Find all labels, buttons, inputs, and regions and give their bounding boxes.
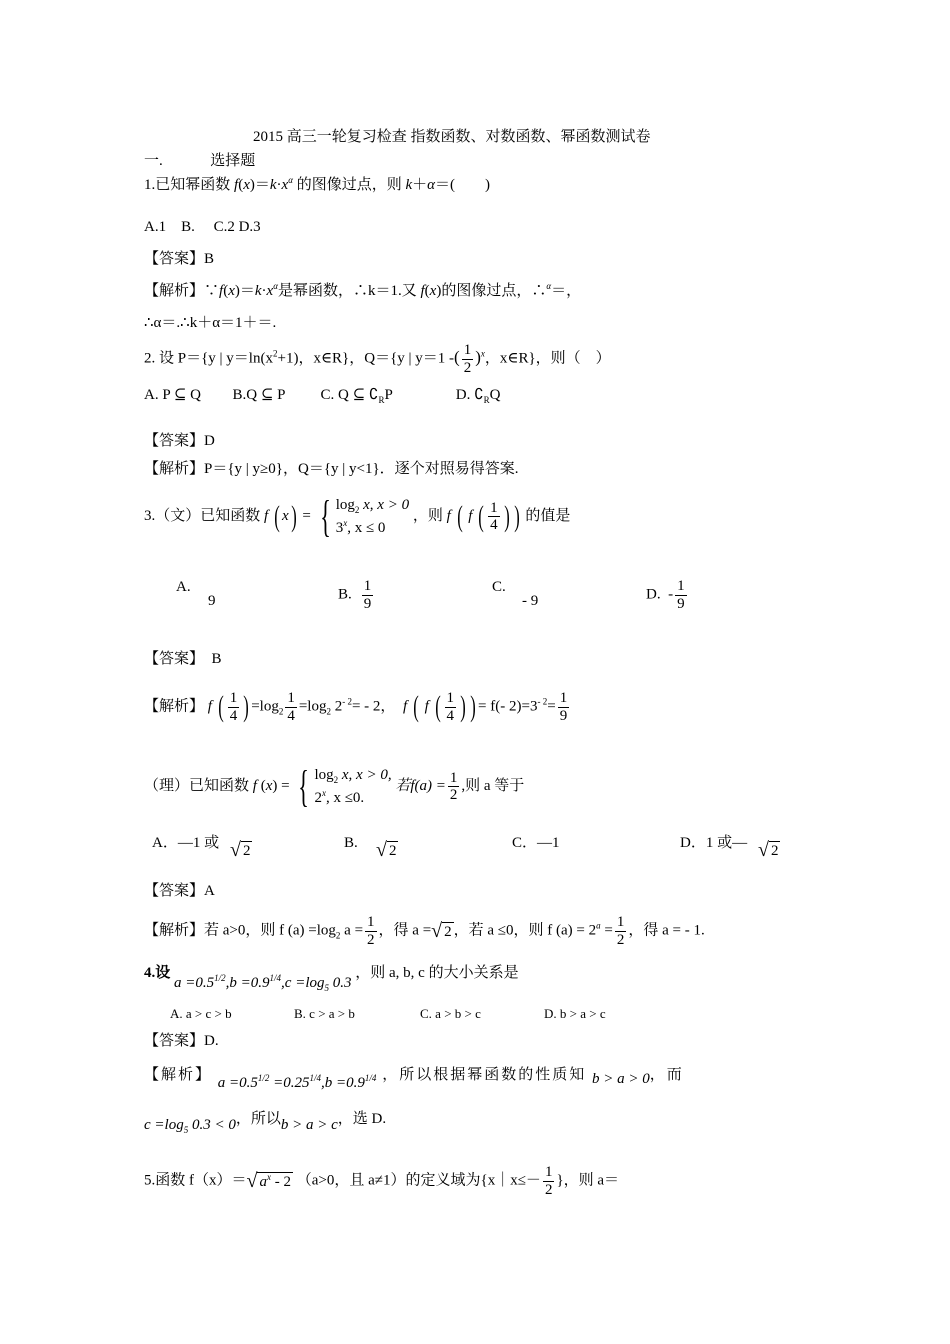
q3-case1-cond: x, x > 0	[359, 497, 410, 513]
q3-an-num4: 1	[559, 690, 568, 706]
q3-option-b-den: 9	[363, 595, 372, 612]
answer-label: 【答案】	[144, 883, 205, 899]
q3-an-eq3: 2	[330, 698, 343, 715]
q4-option-a: A. a > c > b	[170, 1006, 232, 1021]
q4-an-b-exp: 1/4	[309, 1073, 322, 1083]
q4-an-f: ，而	[649, 1067, 684, 1083]
q4-an-e: b > a > 0	[591, 1071, 650, 1087]
q4-option-b: B. c > a > b	[294, 1006, 355, 1021]
q1-stem-text-2: 的图像过点，则	[292, 177, 406, 193]
analysis-label: 【解析】	[144, 1067, 213, 1083]
q3b-option-b	[344, 834, 358, 852]
analysis-label: 【解析】	[144, 698, 205, 715]
q3b-frac-den: 2	[449, 787, 458, 803]
analysis-label: 【解析】	[144, 461, 205, 477]
q3b-an-b: a =	[340, 922, 364, 939]
q3b-an-f: ，得 a = - 1.	[628, 922, 705, 939]
q3b-case2-cond: , x ≤0.	[325, 789, 365, 806]
q4-an-c-exp: 1/4	[364, 1073, 377, 1083]
answer-label: 【答案】	[144, 433, 205, 449]
q3b-frac-num: 1	[449, 769, 458, 786]
answer-label: 【答案】	[144, 251, 205, 267]
q3-stem-text-2: ，则	[412, 507, 443, 524]
q3b-option-a-sqrt: √ 2	[230, 839, 251, 861]
q3-an-den: 4	[229, 707, 238, 724]
q3-stem-text-3: 的值是	[525, 507, 571, 524]
q3b-piecewise: $\log_2 x$, x > 0, 2$^x$, x ≤0.	[314, 767, 392, 806]
q3-option-c	[492, 578, 506, 596]
q3-an-eq1: =log	[251, 698, 279, 715]
q5-minus: - 2	[270, 1174, 291, 1190]
section-number: 一.	[144, 153, 163, 169]
q3b-option-d	[680, 834, 747, 852]
q1-options: A.1 B. C.2 D.3	[144, 219, 261, 235]
q4-option-c: C. a > b > c	[420, 1006, 481, 1021]
q4-an2-a: c =log	[144, 1117, 184, 1133]
q3-an-eq2: =log	[298, 698, 327, 715]
q2-option-c-sub: R	[378, 395, 385, 405]
q4-answer-value: D.	[204, 1033, 219, 1049]
q5-frac-den: 2	[544, 1181, 553, 1198]
q5-stem-text: 5.函数 f（x）＝	[144, 1172, 247, 1189]
q3-analysis: 【解析】 f ( $\frac{1}{4}$ ) $=\log_2$ $\frac{1}{4}$ $=\log_2$ $2^{- 2}= - 2$， f ( f ( $\frac{1}{4}$ ) ) = f(- $2)=3^{- 2}=$ $\frac{1}{9}$	[144, 690, 568, 724]
q4-an-a-exp: 1/2	[257, 1073, 270, 1083]
q2-option-c-end: P	[384, 387, 393, 403]
q3-option-c-value: - 9	[522, 593, 539, 609]
q4-stem-end: ，则 a, b, c 的大小关系是	[355, 965, 519, 981]
q2-option-c-text: C. Q ⊆ ∁	[320, 387, 379, 403]
q3-option-d-num: 1	[677, 578, 685, 594]
q3-option-b-label: B.	[338, 586, 352, 603]
q2-frac-num: 1	[463, 342, 472, 358]
q4-an-d: ，所以根据幂函数的性质知	[382, 1067, 587, 1083]
q3b-an-e: =	[600, 922, 613, 939]
q2-stem: 2. 设 P＝{y | $y=\ln(x^2+1)$，x∈R}，Q＝{y | y＝1 -( $\frac{1}{2}$ )$^x$，x∈R}，则（ ）	[144, 342, 611, 376]
q3b-option-d-sqrt: √ 2	[758, 839, 779, 861]
answer-label: 【答案】	[144, 651, 205, 667]
q3-an-eq8: =	[547, 698, 556, 715]
q1-analysis-text-3: k＝1.又	[367, 283, 421, 299]
q3b-stem-text-2: 若f(a) =	[395, 777, 446, 794]
q2-answer-value: D	[204, 433, 215, 449]
analysis-label: 【解析】	[144, 283, 205, 299]
q1-analysis-text-2: 是幂函数，∴	[277, 283, 368, 299]
q2-option-d-text: D. ∁	[455, 387, 484, 403]
q2-analysis	[144, 460, 518, 478]
q3b-option-c: C．—1	[512, 835, 560, 851]
q3b-analysis: 【解析】若 a>0，则 f $(a) =\log_2$ a = $\frac{1}{2}$ ，得 a = √ 2 ，若 a ≤0，则 f $(a) = 2^a$ = $\frac{1}{2}$ ，得 a = - 1.	[144, 914, 705, 948]
q2-fraction	[462, 342, 474, 376]
q3-option-d-neg: -	[668, 586, 674, 603]
q3b-answer-value: A	[204, 883, 215, 899]
q2-stem-text: 2. 设	[144, 350, 178, 367]
q5-stem-text-2: （a>0，且 a≠1）的定义域为{x｜x≤－	[296, 1172, 541, 1189]
q1-analysis-text-5: ＝，	[551, 283, 582, 299]
q3b-an-sqrt: 2	[444, 924, 452, 940]
q1-analysis-line2: ∴α＝.∴k＋α＝1＋＝.	[144, 315, 277, 331]
q4-an2-e: ，选 D.	[337, 1111, 387, 1127]
q3-an-eq7: =3	[521, 698, 538, 715]
q3b-an-num: 1	[367, 914, 375, 930]
page-title: 2015 高三一轮复习检查 指数函数、对数函数、幂函数测试卷	[253, 129, 651, 145]
q5-frac-num: 1	[544, 1164, 553, 1180]
q3-option-d	[646, 578, 689, 612]
q4-an2-d: b > a > c	[280, 1117, 338, 1133]
q2-option-d	[456, 387, 501, 403]
q4-a-exp: 1/2	[214, 973, 226, 983]
q2-stem-end: ，x∈R}，则（ ）	[484, 350, 611, 367]
q3-case2: 3	[335, 519, 344, 536]
q3-an-den2: 4	[287, 707, 295, 724]
q3b-stem-text-3: ,则 a 等于	[461, 777, 525, 794]
q4-analysis	[144, 1066, 684, 1091]
q2-stem-p-end: +1)，x∈R}，	[277, 350, 365, 367]
q3b-option-a	[152, 834, 219, 852]
q3-option-d-label: D.	[646, 586, 661, 603]
q3b-answer	[144, 882, 215, 900]
q3-answer	[144, 650, 222, 668]
q4-answer	[144, 1032, 219, 1050]
q3-option-b	[338, 578, 375, 612]
analysis-label: 【解析】	[144, 922, 205, 939]
q3-answer-value: B	[211, 651, 222, 667]
q3b-option-a-text: A．—1 或	[152, 835, 220, 851]
q1-answer-value: B	[204, 251, 215, 267]
q3b-case2: 2	[314, 789, 322, 806]
q4-an-a: a =0.5	[217, 1075, 258, 1091]
q3-stem: 3.（文）已知函数 f ( x) = { $\log_2 x$, x > 0 3$^x$, x ≤ 0 ，则 f ( f ( $\frac{1}{4}$ ) ) 的值是	[144, 491, 571, 541]
q4-a: a =0.5	[174, 975, 215, 991]
q3-an-eq4: = - 2，	[351, 698, 396, 715]
q3b-an-den: 2	[367, 931, 375, 948]
q3-option-a	[176, 578, 191, 596]
q1-answer	[144, 250, 214, 268]
q3-an-num2: 1	[287, 690, 295, 706]
q3b-sqrt-b: 2	[388, 843, 397, 859]
answer-label: 【答案】	[144, 1033, 205, 1049]
q3b-option-d-text: D．1 或—	[680, 835, 748, 851]
q4-c: ,c =log	[281, 975, 325, 991]
q4-c-end: 0.3	[329, 975, 352, 991]
q3-an-num: 1	[229, 690, 238, 706]
q2-answer	[144, 432, 215, 450]
q1-stem-text: 1.已知幂函数	[144, 177, 235, 193]
q2-option-b: B.Q ⊆ P	[232, 387, 285, 403]
q2-analysis-text: P＝{y | y≥0}，Q＝{y | y<1}．逐个对照易得答案.	[204, 461, 519, 477]
q3b-option-b-text: B.	[344, 835, 358, 851]
q5-stem: 5.函数 f（x）＝ √ $a^x - 2$ （a>0，且 a≠1）的定义域为{x｜x≤－ $\frac{1}{2}$ }，则 a＝	[144, 1164, 620, 1198]
q2-stem-q: Q＝{y | y＝1 -	[364, 350, 455, 367]
q3-frac-den: 4	[490, 517, 498, 533]
q5-base: a	[259, 1174, 267, 1190]
q1-analysis-text: ∵	[204, 283, 220, 299]
q3-stem-text: 3.（文）已知函数	[144, 507, 261, 524]
q2-stem-p: P＝{y | y＝ln(x	[177, 350, 273, 367]
section-heading	[144, 152, 255, 170]
q5-stem-end: }，则 a＝	[556, 1172, 620, 1189]
q3-an-num3: 1	[446, 690, 455, 706]
q3-frac-num: 1	[490, 499, 498, 516]
q3b-sqrt-d: 2	[770, 843, 779, 859]
q3-option-d-den: 9	[677, 595, 685, 612]
q3b-case1-cond: x, x > 0,	[338, 767, 392, 783]
q2-options	[144, 386, 501, 404]
q2-frac-den: 2	[463, 359, 472, 376]
q1-stem-text-3: ＝( )	[435, 177, 491, 193]
q3b-an-den2: 2	[616, 931, 625, 948]
q3-option-b-num: 1	[363, 578, 372, 594]
q3-an-den3: 4	[446, 707, 455, 724]
q3b-stem: （理）已知函数 f (x) = { $\log_2 x$, x > 0, 2$^x$, x ≤0. 若f(a) = $\frac{1}{2}$ ,则 a 等于	[144, 761, 525, 811]
q3b-an-d: ，若 a ≤0，则 f (a) = 2	[453, 922, 597, 939]
q3b-an-c: ，得 a =	[378, 922, 432, 939]
q3-option-a-label: A.	[176, 579, 191, 595]
q4-an2-b: 0.3 < 0	[188, 1117, 236, 1133]
q3-an-eq6: (- 2)	[495, 698, 522, 715]
q4-an-b: =0.25	[269, 1075, 310, 1091]
q1-stem: 1.已知幂函数 $f(x)=k\cdot x^\alpha$ 的图像过点，则 k＋α＝( )	[144, 175, 491, 193]
q2-option-c	[320, 387, 392, 403]
q3-case1: log	[335, 497, 355, 513]
q2-option-d-sub: R	[483, 395, 490, 405]
q3b-case1: log	[314, 767, 334, 783]
q4-b-exp: 1/4	[269, 973, 282, 983]
q3b-sqrt-a: 2	[242, 843, 251, 859]
q4-stem-text: 4.设	[144, 965, 171, 981]
q1-analysis: 【解析】$\because f(x)=k\cdot x^\alpha$是幂函数，∴k＝1.又 f(x)的图像过点，∴$^\alpha$＝，	[144, 281, 582, 299]
q3b-stem-text: （理）已知函数	[144, 777, 250, 794]
q4-option-d: D. b > a > c	[544, 1006, 606, 1021]
q3b-an-num2: 1	[616, 914, 625, 930]
section-label: 选择题	[210, 153, 256, 169]
q4-an-c: ,b =0.9	[321, 1075, 365, 1091]
q4-an2-c: ，所以	[235, 1111, 281, 1127]
q1-analysis-text-4: 的图像过点，∴	[441, 283, 547, 299]
q4-stem: 4.设 $a =0.5^{1/2},b =0.9^{1/4},c =\log_5$ 0.3 ，则 a, b, c 的大小关系是	[144, 965, 519, 993]
q3-option-c-label: C.	[492, 579, 506, 595]
q3-piecewise: $\log_2 x$, x > 0 3$^x$, x ≤ 0	[335, 497, 410, 536]
q3-an-den4: 9	[559, 707, 568, 724]
q3b-option-b-sqrt: √ 2	[376, 839, 397, 861]
q3-case2-cond: , x ≤ 0	[347, 519, 386, 536]
q3-an-eq5: = f	[478, 698, 496, 715]
q3-option-a-value: 9	[208, 593, 216, 609]
q2-option-a: A. P ⊆ Q	[144, 387, 202, 403]
q4-b: ,b =0.9	[225, 975, 270, 991]
q3b-an-a: 若 a>0，则 f (a) =log	[204, 922, 336, 939]
q4-analysis-line2: $c =\log_5$ 0.3 < 0，所以b > a > c，选 D.	[144, 1111, 387, 1135]
q2-option-d-end: Q	[489, 387, 501, 403]
